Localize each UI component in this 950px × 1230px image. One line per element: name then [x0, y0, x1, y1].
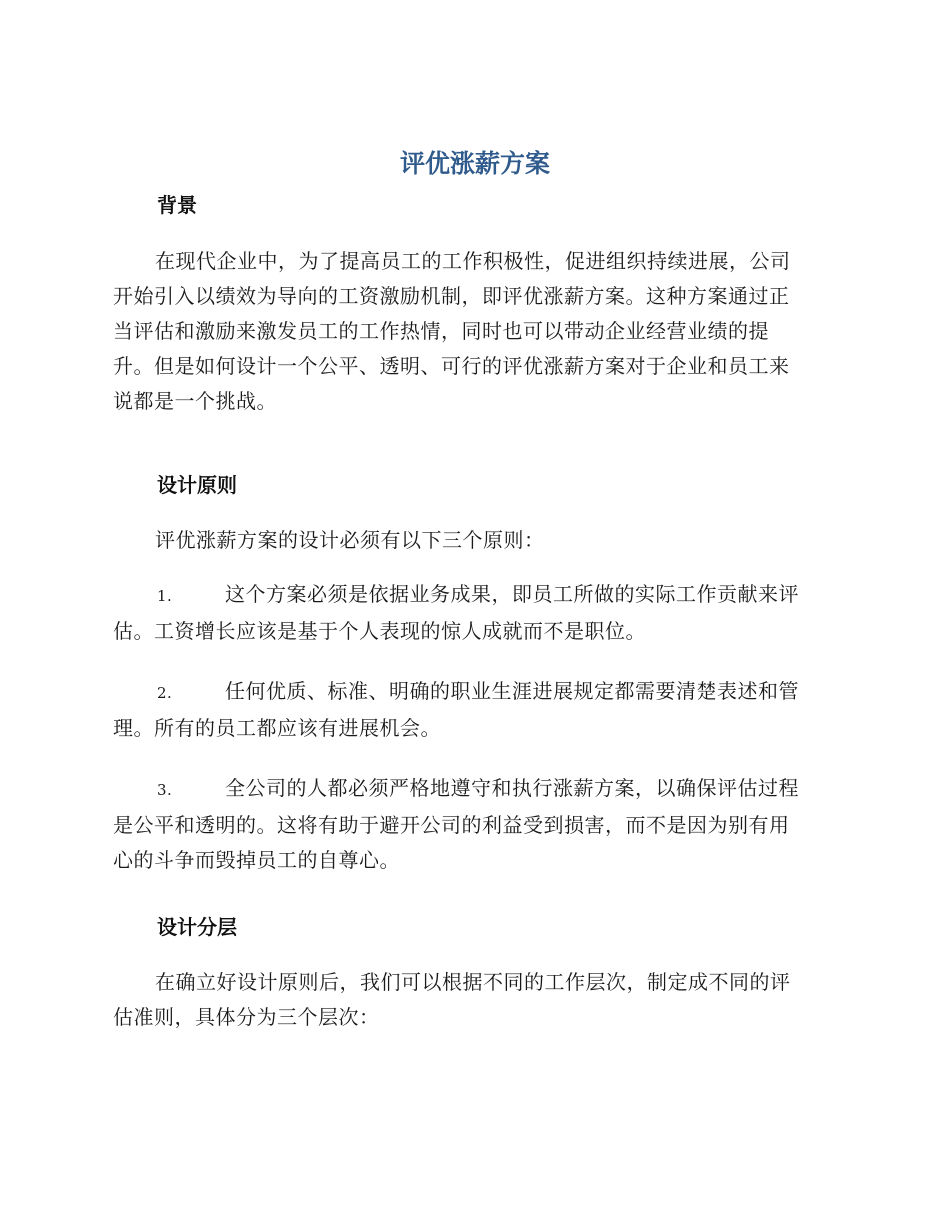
text-line: 开始引入以绩效为导向的工资激励机制，即评优涨薪方案。这种方案通过正 [113, 284, 790, 308]
list-item [113, 674, 833, 746]
list-text: 任何优质、标准、明确的职业生涯进展规定都需要清楚表述和管 [225, 679, 799, 703]
list-text: 这个方案必须是依据业务成果，即员工所做的实际工作贡献来评 [225, 582, 799, 606]
list-item [113, 771, 833, 878]
section-heading-principles: 设计原则 [157, 473, 237, 497]
list-number: 1. [157, 587, 173, 605]
list-text: 心的斗争而毁掉员工的自尊心。 [113, 848, 400, 872]
section-heading-layers: 设计分层 [157, 915, 237, 939]
list-text: 理。所有的员工都应该有进展机会。 [113, 716, 441, 740]
text-line: 在确立好设计原则后，我们可以根据不同的工作层次，制定成不同的评 [155, 970, 791, 994]
list-number: 2. [157, 684, 173, 702]
text-line: 说都是一个挑战。 [113, 389, 277, 413]
document-title: 评优涨薪方案 [399, 149, 550, 178]
layers-paragraph [113, 965, 833, 1035]
principles-intro: 评优涨薪方案的设计必须有以下三个原则： [155, 528, 545, 552]
list-item [113, 577, 833, 649]
text-line: 估准则，具体分为三个层次： [113, 1005, 380, 1029]
text-line: 在现代企业中，为了提高员工的工作积极性，促进组织持续进展，公司 [155, 249, 791, 273]
text-line: 升。但是如何设计一个公平、透明、可行的评优涨薪方案对于企业和员工来 [113, 354, 790, 378]
list-number: 3. [157, 781, 173, 799]
background-paragraph [113, 244, 833, 419]
list-text: 全公司的人都必须严格地遵守和执行涨薪方案，以确保评估过程 [225, 776, 799, 800]
list-text: 是公平和透明的。这将有助于避开公司的利益受到损害，而不是因为别有用 [113, 813, 790, 837]
section-heading-background: 背景 [157, 193, 197, 217]
text-line: 当评估和激励来激发员工的工作热情，同时也可以带动企业经营业绩的提 [113, 319, 769, 343]
list-text: 估。工资增长应该是基于个人表现的惊人成就而不是职位。 [113, 619, 646, 643]
